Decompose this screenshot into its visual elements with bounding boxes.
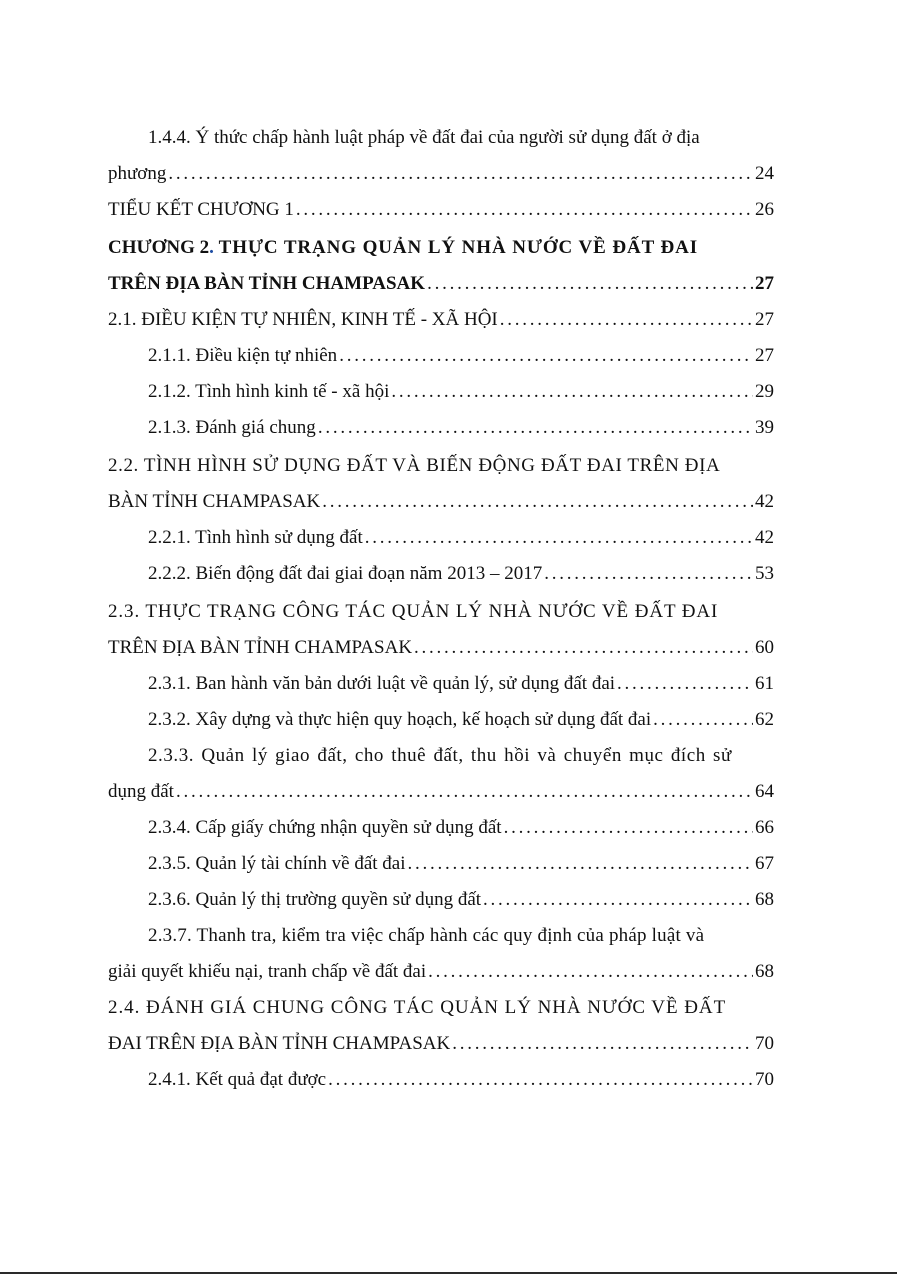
dot-leader	[365, 526, 753, 550]
page-number: 60	[755, 637, 774, 658]
toc-entry-text: 2.2.2. Biến động đất đai giai đoạn năm 2013 – 2017	[148, 563, 543, 584]
toc-entry-text: 2.2. TÌNH HÌNH SỬ DỤNG ĐẤT VÀ BIẾN ĐỘNG ĐẤT ĐAI TRÊN ĐỊA	[108, 455, 721, 476]
page-number: 68	[755, 961, 774, 982]
dot-leader	[408, 852, 754, 876]
toc-entry-text: 2.3.1. Ban hành văn bản dưới luật về quản lý, sử dụng đất đai	[148, 673, 616, 694]
toc-entry-text: 2.1.3. Đánh giá chung	[148, 417, 316, 438]
dot-leader	[504, 816, 753, 840]
dot-leader	[339, 344, 753, 368]
dot-leader	[483, 888, 753, 912]
toc-entry-text: phương	[108, 163, 167, 184]
page-number: 66	[755, 817, 774, 838]
dot-leader	[544, 562, 753, 586]
toc-entry-2-1-3[interactable]	[148, 406, 774, 440]
toc-chapter-2-heading-cont[interactable]	[108, 262, 774, 296]
toc-entry-2-1[interactable]	[108, 298, 774, 332]
toc-entry-2-3-1[interactable]	[148, 662, 774, 696]
dot-leader	[391, 380, 753, 404]
page-number: 68	[755, 889, 774, 910]
page-number: 64	[755, 781, 774, 802]
toc-entry-text: 1.4.4. Ý thức chấp hành luật pháp về đất đai của người sử dụng đất ở địa	[148, 127, 700, 148]
toc-entry-2-2-1[interactable]	[148, 516, 774, 550]
page-number: 67	[755, 853, 774, 874]
page-number: 24	[755, 163, 774, 184]
dot-leader	[318, 416, 753, 440]
toc-entry-text: giải quyết khiếu nại, tranh chấp về đất đai	[108, 961, 427, 982]
toc-entry-text: 2.4. ĐÁNH GIÁ CHUNG CÔNG TÁC QUẢN LÝ NHÀ NƯỚC VỀ ĐẤT	[108, 997, 727, 1018]
chapter-title: THỰC TRẠNG QUẢN LÝ NHÀ NƯỚC VỀ ĐẤT ĐAI	[218, 237, 698, 258]
page-number: 27	[755, 309, 774, 330]
toc-entry-chapter1-summary[interactable]	[108, 188, 774, 222]
toc-entry-2-3-5[interactable]	[148, 842, 774, 876]
toc-entry-2-2-2[interactable]	[148, 552, 774, 586]
toc-entry-1-4-4[interactable]	[148, 116, 774, 150]
toc-entry-2-3-7[interactable]	[148, 914, 774, 948]
page-number: 42	[755, 527, 774, 548]
page-number: 29	[755, 381, 774, 402]
toc-entry-text: dụng đất	[108, 781, 174, 802]
page-number: 26	[755, 199, 774, 220]
toc-entry-2-2[interactable]	[108, 444, 774, 478]
toc-entry-text: TRÊN ĐỊA BÀN TỈNH CHAMPASAK	[108, 273, 426, 294]
toc-entry-text: TIỂU KẾT CHƯƠNG 1	[108, 199, 294, 220]
toc-entry-text: 2.3.3. Quản lý giao đất, cho thuê đất, thu hồi và chuyển mục đích sử	[148, 745, 732, 766]
page-number: 70	[755, 1033, 774, 1054]
toc-entry-text: 2.1. ĐIỀU KIỆN TỰ NHIÊN, KINH TẾ - XÃ HỘI	[108, 309, 498, 330]
toc-entry-2-3[interactable]	[108, 590, 774, 624]
dot-leader	[428, 960, 753, 984]
chapter-label: CHƯƠNG 2.	[108, 237, 214, 258]
page-bottom-border	[0, 1272, 897, 1274]
toc-entry-2-4-1[interactable]	[148, 1058, 774, 1092]
page-number: 61	[755, 673, 774, 694]
toc-entry-2-4-cont[interactable]	[108, 1022, 774, 1056]
dot-leader	[427, 272, 753, 296]
toc-entry-2-2-cont[interactable]	[108, 480, 774, 514]
page-number: 53	[755, 563, 774, 584]
page-number: 70	[755, 1069, 774, 1090]
toc-entry-2-3-cont[interactable]	[108, 626, 774, 660]
toc-entry-2-3-3-cont[interactable]	[108, 770, 774, 804]
dot-leader	[500, 308, 753, 332]
toc-entry-2-1-1[interactable]	[148, 334, 774, 368]
page-number: 27	[755, 345, 774, 366]
toc-entry-2-3-4[interactable]	[148, 806, 774, 840]
toc-entry-text: 2.3. THỰC TRẠNG CÔNG TÁC QUẢN LÝ NHÀ NƯỚC VỀ ĐẤT ĐAI	[108, 601, 719, 622]
toc-entry-text: ĐAI TRÊN ĐỊA BÀN TỈNH CHAMPASAK	[108, 1033, 451, 1054]
toc-entry-2-1-2[interactable]	[148, 370, 774, 404]
dot-leader	[296, 198, 753, 222]
toc-entry-text: 2.3.2. Xây dựng và thực hiện quy hoạch, kế hoạch sử dụng đất đai	[148, 709, 652, 730]
dot-leader	[452, 1032, 753, 1056]
page-number: 62	[755, 709, 774, 730]
dot-leader	[322, 490, 753, 514]
toc-entry-text: 2.1.1. Điều kiện tự nhiên	[148, 345, 338, 366]
toc-entry-2-3-2[interactable]	[148, 698, 774, 732]
toc-entry-text: 2.4.1. Kết quả đạt được	[148, 1069, 327, 1090]
toc-entry-text: 2.3.5. Quản lý tài chính về đất đai	[148, 853, 406, 874]
dot-leader	[168, 162, 753, 186]
toc-entry-text: TRÊN ĐỊA BÀN TỈNH CHAMPASAK	[108, 637, 413, 658]
dot-leader	[617, 672, 753, 696]
page-number: 39	[755, 417, 774, 438]
dot-leader	[328, 1068, 753, 1092]
toc-entry-2-3-3[interactable]	[148, 734, 774, 768]
toc-entry-2-4[interactable]	[108, 986, 774, 1020]
toc-entry-text: 2.3.6. Quản lý thị trường quyền sử dụng đất	[148, 889, 482, 910]
toc-entry-2-3-7-cont[interactable]	[108, 950, 774, 984]
toc-entry-text: 2.3.4. Cấp giấy chứng nhận quyền sử dụng đất	[148, 817, 502, 838]
dot-leader	[653, 708, 753, 732]
page-number: 27	[755, 273, 774, 294]
dot-leader	[176, 780, 753, 804]
toc-entry-text: 2.3.7. Thanh tra, kiểm tra việc chấp hành các quy định của pháp luật và	[148, 925, 705, 946]
page-number: 42	[755, 491, 774, 512]
toc-entry-text: 2.1.2. Tình hình kinh tế - xã hội	[148, 381, 390, 402]
dot-leader	[414, 636, 753, 660]
toc-chapter-2-heading[interactable]	[108, 226, 774, 260]
toc-entry-text: 2.2.1. Tình hình sử dụng đất	[148, 527, 363, 548]
toc-entry-2-3-6[interactable]	[148, 878, 774, 912]
toc-entry-text: BÀN TỈNH CHAMPASAK	[108, 491, 321, 512]
toc-entry-1-4-4-cont[interactable]	[108, 152, 774, 186]
